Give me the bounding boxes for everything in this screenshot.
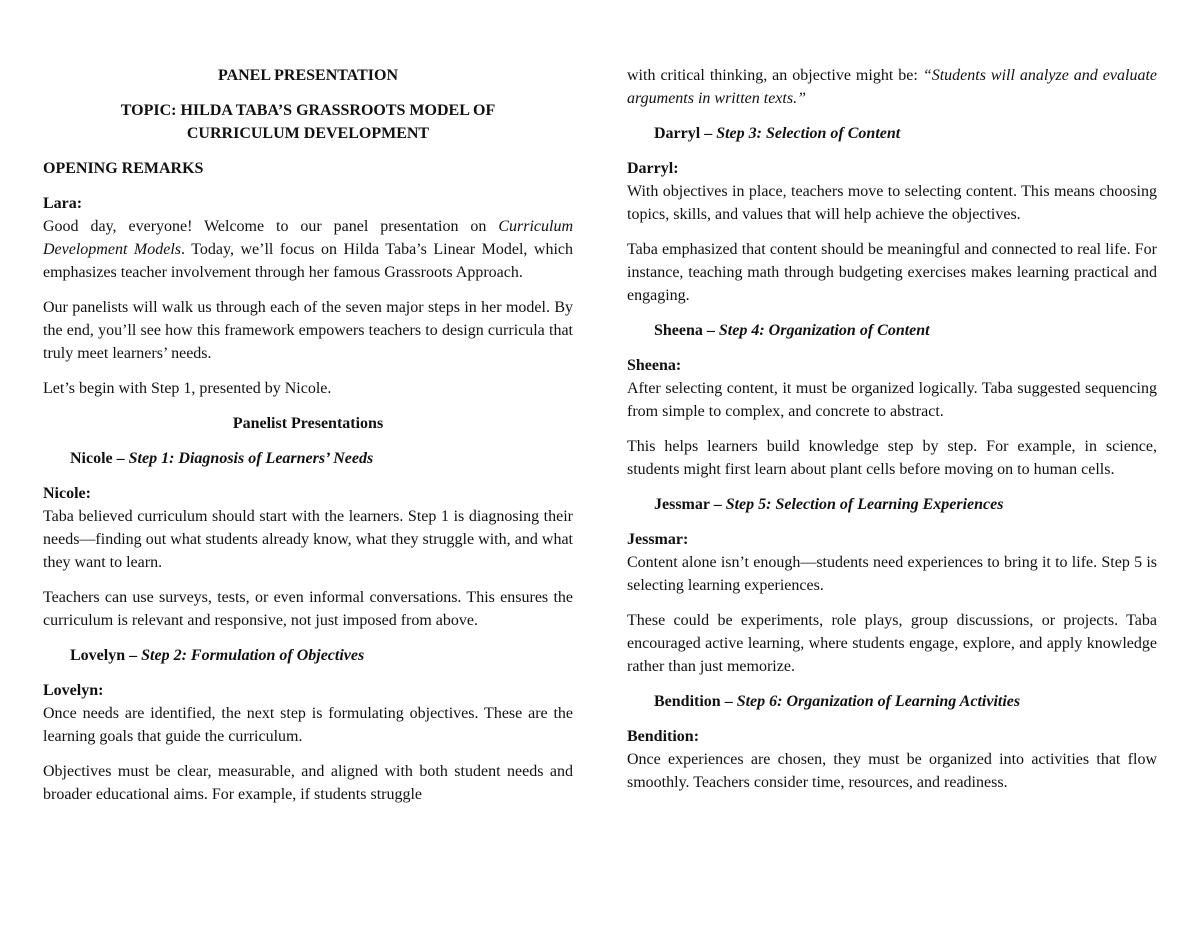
step-1-presenter: Nicole – [70, 450, 129, 467]
right-column [627, 64, 1157, 806]
opening-remarks-heading: OPENING REMARKS [43, 160, 204, 177]
topic-line-1: TOPIC: HILDA TABA’S GRASSROOTS MODEL OF [120, 102, 496, 119]
step-1-title [70, 447, 573, 470]
step-2-presenter: Lovelyn – [70, 647, 142, 664]
speaker-lovelyn: Lovelyn: [43, 682, 104, 699]
jessmar-paragraph-2: These could be experiments, role plays, group discussions, or projects. Taba encouraged active learning, where students engage, explore, and apply knowledge rather than just memorize. [627, 612, 1157, 675]
lara-paragraph-1 [43, 215, 573, 284]
sheena-paragraph-2: This helps learners build knowledge step by step. For example, in science, students might first learn about plant cells before moving on to human cells. [627, 438, 1157, 478]
lara-p1-text-b: . Today, we’ll focus on Hilda Taba’s Linear Model, which emphasizes teacher involvement through her famous Grassroots Approach. [43, 241, 574, 281]
nicole-paragraph-1: Taba believed curriculum should start with the learners. Step 1 is diagnosing their needs—finding out what students already know, what they struggle with, and what they want to learn. [43, 508, 573, 571]
lovelyn-paragraph-1: Once needs are identified, the next step is formulating objectives. These are the learning goals that guide the curriculum. [43, 705, 573, 745]
bendition-paragraph-1: Once experiences are chosen, they must be organized into activities that flow smoothly. Teachers consider time, resources, and readiness. [627, 751, 1157, 791]
lara-section [43, 192, 573, 400]
step-6-presenter: Bendition – [654, 693, 737, 710]
lovelyn-continuation [627, 64, 1157, 110]
sheena-paragraph-1: After selecting content, it must be organized logically. Taba suggested sequencing from simple to complex, and concrete to abstract. [627, 380, 1157, 420]
speaker-darryl: Darryl: [627, 160, 679, 177]
step-5-presenter: Jessmar – [654, 496, 726, 513]
lara-paragraph-3: Let’s begin with Step 1, presented by Nicole. [43, 380, 332, 397]
topic-line-2: CURRICULUM DEVELOPMENT [186, 125, 430, 142]
step-4-name: Step 4: Organization of Content [718, 322, 930, 339]
nicole-paragraph-2: Teachers can use surveys, tests, or even informal conversations. This ensures the curriculum is relevant and responsive, not just imposed from above. [43, 589, 573, 629]
speaker-nicole: Nicole: [43, 485, 91, 502]
lovelyn-section [43, 679, 573, 806]
speaker-jessmar: Jessmar: [627, 531, 689, 548]
continuation-text: with critical thinking, an objective might be: [627, 67, 923, 84]
sheena-section [627, 354, 1157, 481]
speaker-sheena: Sheena: [627, 357, 682, 374]
lovelyn-paragraph-2: Objectives must be clear, measurable, and aligned with both student needs and broader educational aims. For example, if students struggle [43, 763, 573, 803]
lara-p1-text-a: Good day, everyone! Welcome to our panel presentation on [43, 218, 499, 235]
topic-heading [43, 99, 573, 145]
step-2-name: Step 2: Formulation of Objectives [141, 647, 365, 664]
step-2-title [70, 644, 573, 667]
continuation-example-quote: “Students will analyze and evaluate arguments in written texts.” [627, 67, 1157, 107]
nicole-section [43, 482, 573, 632]
step-4-title [654, 319, 1157, 342]
step-1-name: Step 1: Diagnosis of Learners’ Needs [128, 450, 374, 467]
speaker-lara: Lara: [43, 195, 83, 212]
bendition-section [627, 725, 1157, 794]
lara-paragraph-2: Our panelists will walk us through each of the seven major steps in her model. By the end, you’ll see how this framework empowers teachers to design curricula that truly meet learners’ needs. [43, 299, 573, 362]
step-4-presenter: Sheena – [654, 322, 719, 339]
lara-p1-emphasis: Curriculum Development Models [43, 218, 573, 258]
darryl-paragraph-1: With objectives in place, teachers move to selecting content. This means choosing topics, skills, and values that will help achieve the objectives. [627, 183, 1157, 223]
panelist-presentations-heading: Panelist Presentations [232, 415, 384, 432]
darryl-paragraph-2: Taba emphasized that content should be meaningful and connected to real life. For instance, teaching math through budgeting exercises makes learning practical and engaging. [627, 241, 1157, 304]
step-3-name: Step 3: Selection of Content [716, 125, 901, 142]
step-6-title [654, 690, 1157, 713]
step-5-name: Step 5: Selection of Learning Experiences [725, 496, 1004, 513]
darryl-section [627, 157, 1157, 307]
step-3-presenter: Darryl – [654, 125, 717, 142]
step-6-name: Step 6: Organization of Learning Activities [736, 693, 1021, 710]
document-title: PANEL PRESENTATION [217, 67, 399, 84]
step-5-title [654, 493, 1157, 516]
step-3-title [654, 122, 1157, 145]
jessmar-paragraph-1: Content alone isn’t enough—students need experiences to bring it to life. Step 5 is selecting learning experiences. [627, 554, 1157, 594]
speaker-bendition: Bendition: [627, 728, 700, 745]
jessmar-section [627, 528, 1157, 678]
left-column [43, 64, 573, 818]
